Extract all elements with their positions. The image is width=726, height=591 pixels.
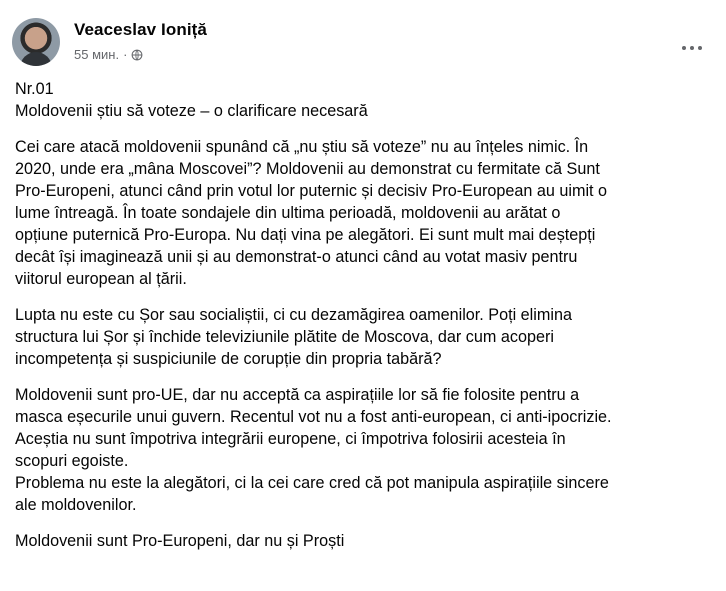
- post-line: viitorul european al țării.: [15, 270, 187, 288]
- post-line: incompetența și suspiciunile de corupție din propria tabără?: [15, 350, 442, 368]
- avatar-image: [20, 52, 52, 66]
- post-line: Lupta nu este cu Șor sau socialiștii, ci cu dezamăgirea oamenilor. Poți elimina: [15, 306, 572, 324]
- post-header: [12, 12, 714, 68]
- author-avatar[interactable]: [12, 18, 60, 66]
- post-line: Pro-Europeni, atunci când prin votul lor puternic și decisiv Pro-European au uimit o: [15, 182, 608, 200]
- post-meta: [74, 47, 143, 62]
- paragraph-gap: [15, 122, 715, 136]
- post-text: [15, 78, 715, 552]
- post-line: Moldovenii știu să voteze – o clarificare necesară: [15, 102, 368, 120]
- post-line: decât își imaginează unii și au demonstrat-o atunci când au votat masiv pentru: [15, 248, 578, 266]
- more-options-icon: [682, 46, 686, 50]
- post-line: ale moldovenilor.: [15, 496, 137, 514]
- post-line: Problema nu este la alegători, ci la cei care cred că pot manipula aspirațiile sincere: [15, 474, 609, 492]
- post-line: Aceștia nu sunt împotriva integrării europene, ci împotriva folosirii acesteia în: [15, 430, 566, 448]
- post-timestamp[interactable]: 55 мин.: [74, 47, 120, 62]
- author-name[interactable]: Veaceslav Ioniță: [74, 20, 207, 39]
- paragraph-gap: [15, 370, 715, 384]
- post-line: opțiune puternică Pro-Europa. Nu dați vina pe alegători. Ei sunt mult mai deștepți: [15, 226, 596, 244]
- post-line: 2020, unde era „mâna Moscovei”? Moldovenii au demonstrat cu fermitate că Sunt: [15, 160, 600, 178]
- meta-separator: ·: [123, 47, 128, 62]
- post-line: Moldovenii sunt Pro-Europeni, dar nu și Proști: [15, 532, 345, 550]
- paragraph-gap: [15, 516, 715, 530]
- more-options-button[interactable]: [674, 30, 710, 66]
- post-line: Cei care atacă moldovenii spunând că „nu știu să voteze” nu au înțeles nimic. În: [15, 138, 589, 156]
- post-line: scopuri egoiste.: [15, 452, 129, 470]
- post-line: Nr.01: [15, 80, 54, 98]
- post-line: lume întreagă. În toate sondajele din ultima perioadă, moldovenii au arătat o: [15, 204, 561, 222]
- post-line: structura lui Șor și închide televiziunile plătite de Moscova, dar cum acoperi: [15, 328, 554, 346]
- post-line: Moldovenii sunt pro-UE, dar nu acceptă ca aspirațiile lor să fie folosite pentru a: [15, 386, 580, 404]
- more-options-icon-dot: [698, 46, 702, 50]
- globe-icon: [131, 49, 143, 61]
- paragraph-gap: [15, 290, 715, 304]
- more-options-icon-dot: [690, 46, 694, 50]
- post-line: masca eșecurile unui guvern. Recentul vot nu a fost anti-european, ci anti-ipocrizie.: [15, 408, 612, 426]
